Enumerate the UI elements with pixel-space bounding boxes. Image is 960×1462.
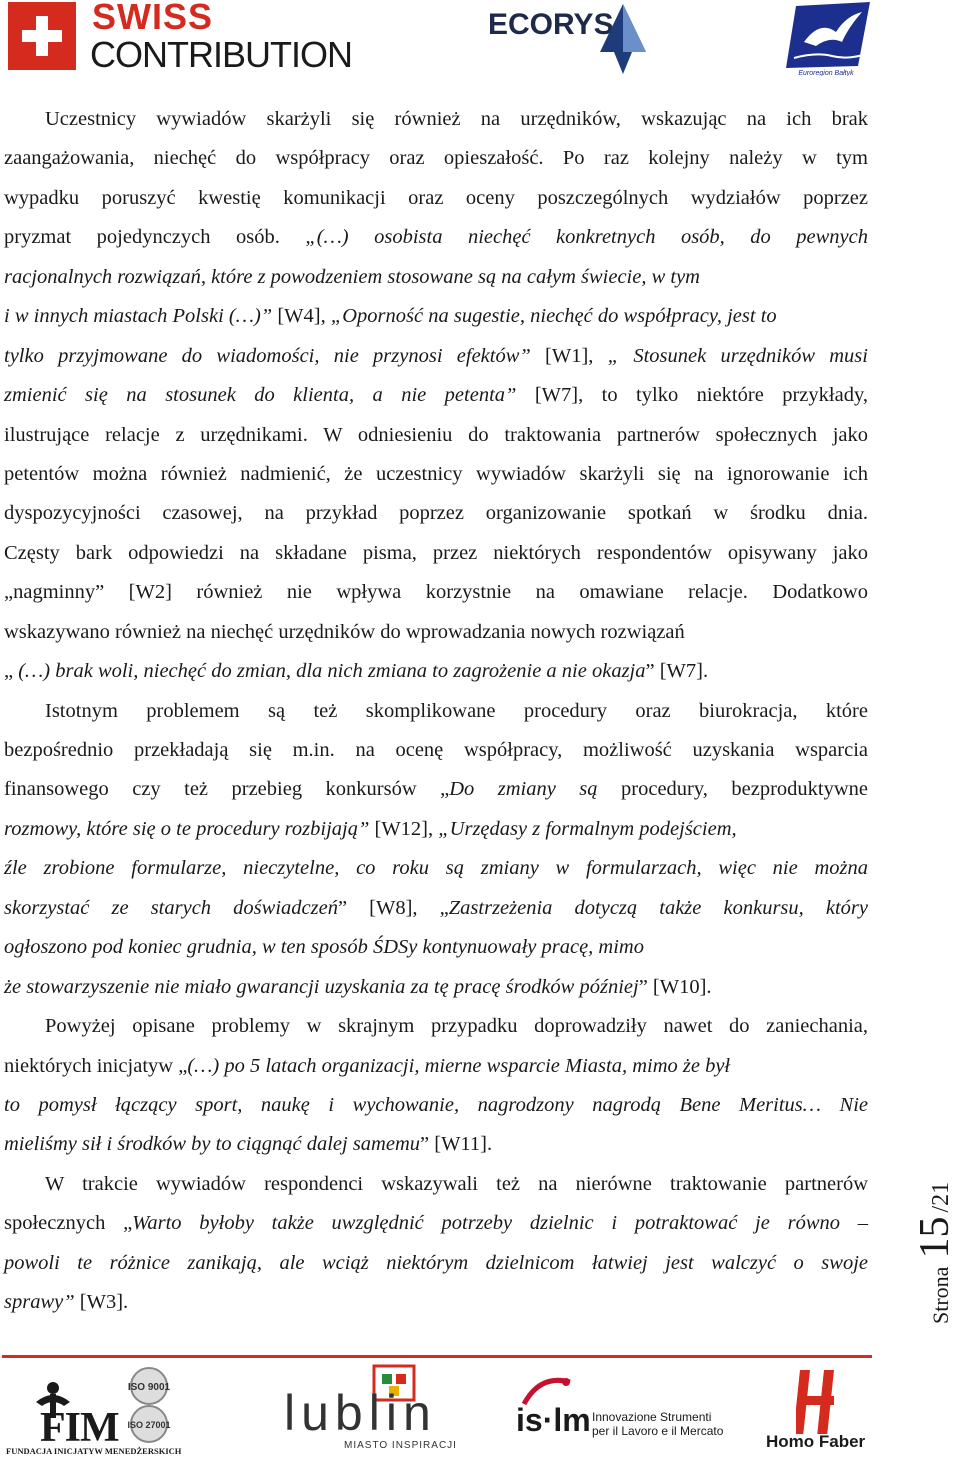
text-line: wskazywano również na niechęć urzędników do wprowadzania nowych rozwiązań — [4, 620, 685, 643]
footer-divider — [2, 1355, 872, 1358]
islm-logo-text: is·lm — [516, 1402, 591, 1438]
text-line: sprawy” [W3]. — [4, 1291, 129, 1314]
fim-logo-text: FIM — [40, 1405, 119, 1451]
text-line: Częsty bark odpowiedzi na składane pisma, przez niektórych respondentów opisywany jako — [4, 541, 868, 564]
text-line: „nagminny” [W2] również nie wpływa korzystnie na omawiane relacje. Dodatkowo — [4, 581, 868, 604]
text-line: tylko przyjmowane do wiadomości, nie przynosi efektów” [W1], „ Stosunek urzędników musi — [4, 344, 868, 367]
text-line: to pomysł łączący sport, naukę i wychowanie, nagrodzony nagrodą Bene Meritus… Nie — [4, 1093, 868, 1116]
text-line: bezpośrednio przekładają się m.in. na ocenę współpracy, możliwość uzyskania wsparcia — [4, 739, 868, 761]
document-body — [4, 100, 868, 1323]
text-line: Istotnym problemem są też skomplikowane procedury oraz biurokracja, które — [45, 699, 868, 722]
swiss-logo-line2: CONTRIBUTION — [90, 34, 352, 75]
swiss-logo-line1: SWISS — [92, 0, 214, 37]
text-line: finansowego czy też przebieg konkursów „Do zmiany są procedury, bezproduktywne — [4, 778, 869, 801]
text-line: Uczestnicy wywiadów skarżyli się również na urzędników, wskazując na ich brak — [45, 108, 868, 130]
text-line: W trakcie wywiadów respondenci wskazywali też na nierówne traktowanie partnerów — [45, 1172, 868, 1195]
text-line: zaangażowania, niechęć do współpracy oraz opieszałość. Po raz kolejny należy w tym — [4, 147, 868, 170]
ecorys-mountain-icon — [600, 4, 646, 74]
page-footer — [0, 1360, 960, 1462]
text-line: Powyżej opisane problemy w skrajnym przypadku doprowadziły nawet do zaniechania, — [45, 1015, 868, 1038]
lublin-subtitle: MIASTO INSPIRACJI — [344, 1440, 457, 1451]
iso-certificates-icon — [126, 1366, 172, 1444]
text-line: i w innych miastach Polski (…)” [W4], „Oporność na sugestie, niechęć do współpracy, jest to — [4, 305, 777, 328]
page-current: 15 — [912, 1216, 958, 1259]
text-line: ilustrujące relacje z urzędnikami. W odniesieniu do traktowania partnerów społecznych jako — [4, 423, 868, 446]
page-header — [0, 0, 960, 80]
text-line: petentów można również nadmienić, że uczestnicy wywiadów skarżyli się na ignorowanie ich — [4, 462, 868, 485]
page-number — [900, 1160, 960, 1330]
ecorys-logo-text: ECORYS — [488, 8, 614, 41]
homo-faber-h-icon — [796, 1370, 840, 1434]
homo-faber-text: Homo Faber — [766, 1432, 866, 1451]
text-line: zmienić się na stosunek do klienta, a nie petenta” [W7], to tylko niektóre przykłady, — [4, 384, 868, 407]
islm-tagline-1: Innovazione Strumenti — [592, 1410, 712, 1424]
page-total: /21 — [928, 1181, 954, 1213]
text-line: niektórych inicjatyw „(…) po 5 latach organizacji, mierne wsparcie Miasta, mimo że był — [4, 1054, 731, 1077]
svg-text:ISO 27001: ISO 27001 — [127, 1420, 171, 1430]
text-line: mieliśmy sił i środków by to ciągnąć dalej samemu” [W11]. — [4, 1133, 493, 1156]
text-line: skorzystać ze starych doświadczeń” [W8], „Zastrzeżenia dotyczą także konkursu, który — [4, 896, 869, 919]
text-line: dyspozycyjności czasowej, na przykład poprzez organizowanie spotkań w środku dnia. — [4, 502, 868, 525]
text-line: powoli te różnice zanikają, ale wciąż niektórym dzielnicom łatwiej jest walczyć o swoje — [4, 1251, 868, 1274]
text-line: pryzmat pojedynczych osób. „(…) osobista niechęć konkretnych osób, do pewnych — [4, 226, 869, 249]
svg-text:Euroregion Bałtyk: Euroregion Bałtyk — [798, 70, 854, 76]
text-line: społecznych „Warto byłoby także uwzględnić potrzeby dzielnic i potraktować je równo – — [4, 1212, 868, 1235]
text-line: rozmowy, które się o te procedury rozbijają” [W12], „Urzędasy z formalnym podejściem, — [4, 817, 737, 840]
text-line: źle zrobione formularze, nieczytelne, co roku są zmiany w formularzach, więc nie można — [4, 857, 868, 880]
text-line: że stowarzyszenie nie miało gwarancji uzyskania za tę pracę środków później” [W10]. — [4, 975, 712, 998]
swiss-flag-icon — [8, 2, 76, 70]
fim-subtitle: FUNDACJA INICJATYW MENEDŻERSKICH — [6, 1446, 182, 1456]
svg-text:Strona 15 /21 — [912, 1182, 958, 1324]
lublin-logo-text: lublin — [284, 1385, 437, 1441]
text-line: ogłoszono pod koniec grudnia, w ten sposób ŚDSy kontynuowały pracę, mimo — [4, 936, 644, 959]
svg-text:ISO 9001: ISO 9001 — [127, 1382, 171, 1393]
text-line: racjonalnych rozwiązań, które z powodzeniem stosowane są na całym świecie, w tym — [4, 265, 700, 288]
text-line: wypadku poruszyć kwestię komunikacji oraz oceny poszczególnych wydziałów poprzez — [4, 186, 868, 209]
text-line: „ (…) brak woli, niechęć do zmian, dla nich zmiana to zagrożenie a nie okazja” [W7]. — [4, 660, 709, 683]
page-label: Strona — [928, 1266, 953, 1324]
islm-tagline-2: per il Lavoro e il Mercato — [592, 1424, 724, 1438]
euroregion-baltyk-logo — [786, 2, 872, 76]
